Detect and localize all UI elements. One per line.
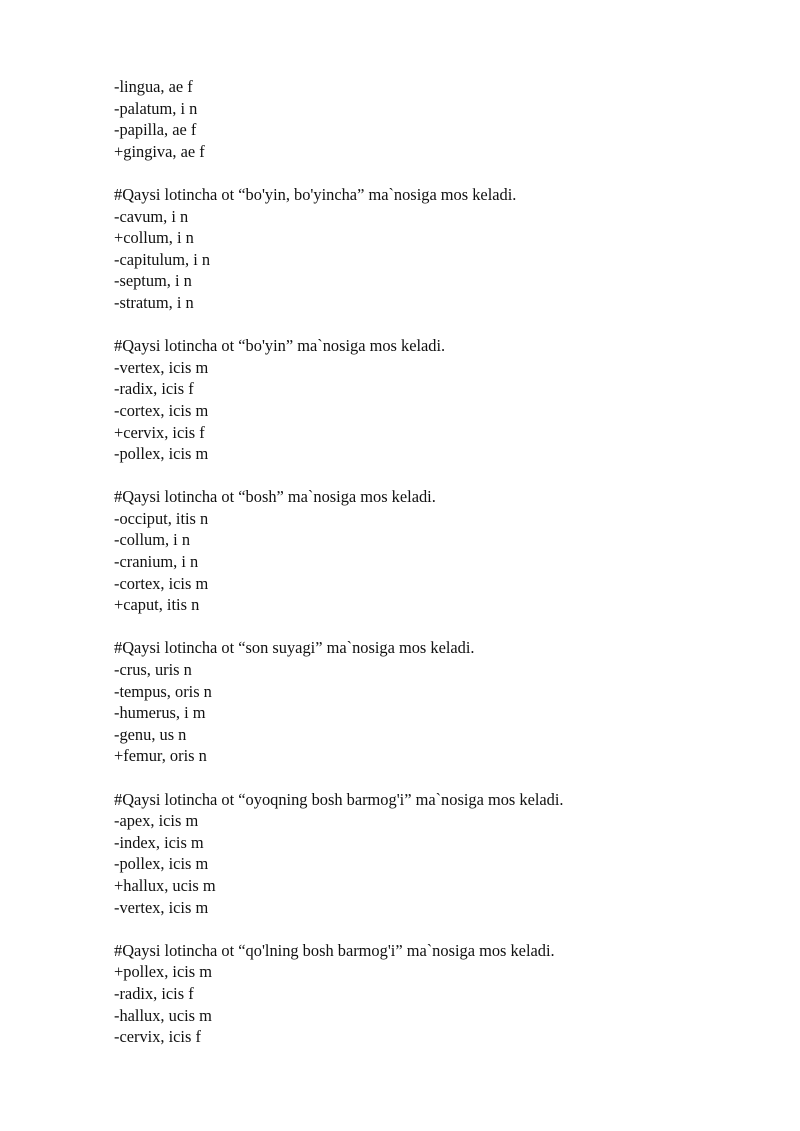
answer-option: -papilla, ae f — [114, 120, 197, 140]
question-block — [114, 789, 754, 919]
answer-option: -pollex, icis m — [114, 854, 209, 874]
answer-option: -vertex, icis m — [114, 897, 209, 917]
question-block — [114, 486, 754, 616]
question-block — [114, 637, 754, 767]
answer-option: -tempus, oris n — [114, 681, 212, 701]
answer-option: -lingua, ae f — [114, 77, 193, 96]
question-block — [114, 335, 754, 465]
answer-option: -cervix, icis f — [114, 1027, 201, 1047]
answer-option: -radix, icis f — [114, 379, 194, 399]
answer-option: -stratum, i n — [114, 292, 194, 312]
answer-option: -crus, uris n — [114, 660, 192, 680]
block-spacer — [114, 314, 754, 336]
correct-answer-option: +caput, itis n — [114, 595, 200, 615]
block-spacer — [114, 465, 754, 487]
question-block — [114, 940, 754, 1048]
answer-option: -cortex, icis m — [114, 400, 209, 420]
answer-option: -septum, i n — [114, 271, 192, 291]
correct-answer-option: +hallux, ucis m — [114, 875, 216, 895]
question-text: #Qaysi lotincha ot “son suyagi” ma`nosiga mos keladi. — [114, 638, 475, 658]
answer-option: -cortex, icis m — [114, 573, 209, 593]
correct-answer-option: +cervix, icis f — [114, 422, 205, 442]
correct-answer-option: +pollex, icis m — [114, 962, 213, 982]
answer-option: -palatum, i n — [114, 98, 198, 118]
answer-option: -vertex, icis m — [114, 357, 209, 377]
answer-option: -humerus, i m — [114, 703, 206, 723]
answer-option: -cranium, i n — [114, 552, 199, 572]
correct-answer-option: +collum, i n — [114, 228, 194, 248]
answer-option: -radix, icis f — [114, 983, 194, 1003]
answer-option: -apex, icis m — [114, 811, 199, 831]
question-text: #Qaysi lotincha ot “bo'yin” ma`nosiga mos keladi. — [114, 336, 446, 356]
document-page — [114, 76, 754, 1048]
block-spacer — [114, 918, 754, 940]
block-spacer — [114, 767, 754, 789]
answer-option: -cavum, i n — [114, 206, 189, 226]
answer-option: -collum, i n — [114, 530, 191, 550]
question-text: #Qaysi lotincha ot “qo'lning bosh barmog'i” ma`nosiga mos keladi. — [114, 940, 555, 960]
answer-option: -genu, us n — [114, 724, 187, 744]
question-text: #Qaysi lotincha ot “bo'yin, bo'yincha” ma`nosiga mos keladi. — [114, 184, 517, 204]
answer-option: -occiput, itis n — [114, 508, 209, 528]
question-block — [114, 76, 754, 162]
answer-option: -index, icis m — [114, 832, 204, 852]
correct-answer-option: +femur, oris n — [114, 746, 207, 766]
question-text: #Qaysi lotincha ot “oyoqning bosh barmog'i” ma`nosiga mos keladi. — [114, 789, 564, 809]
question-block — [114, 184, 754, 314]
answer-option: -hallux, ucis m — [114, 1005, 212, 1025]
correct-answer-option: +gingiva, ae f — [114, 141, 205, 161]
answer-option: -capitulum, i n — [114, 249, 211, 269]
answer-option: -pollex, icis m — [114, 444, 209, 464]
block-spacer — [114, 162, 754, 184]
block-spacer — [114, 616, 754, 638]
question-text: #Qaysi lotincha ot “bosh” ma`nosiga mos keladi. — [114, 487, 436, 507]
